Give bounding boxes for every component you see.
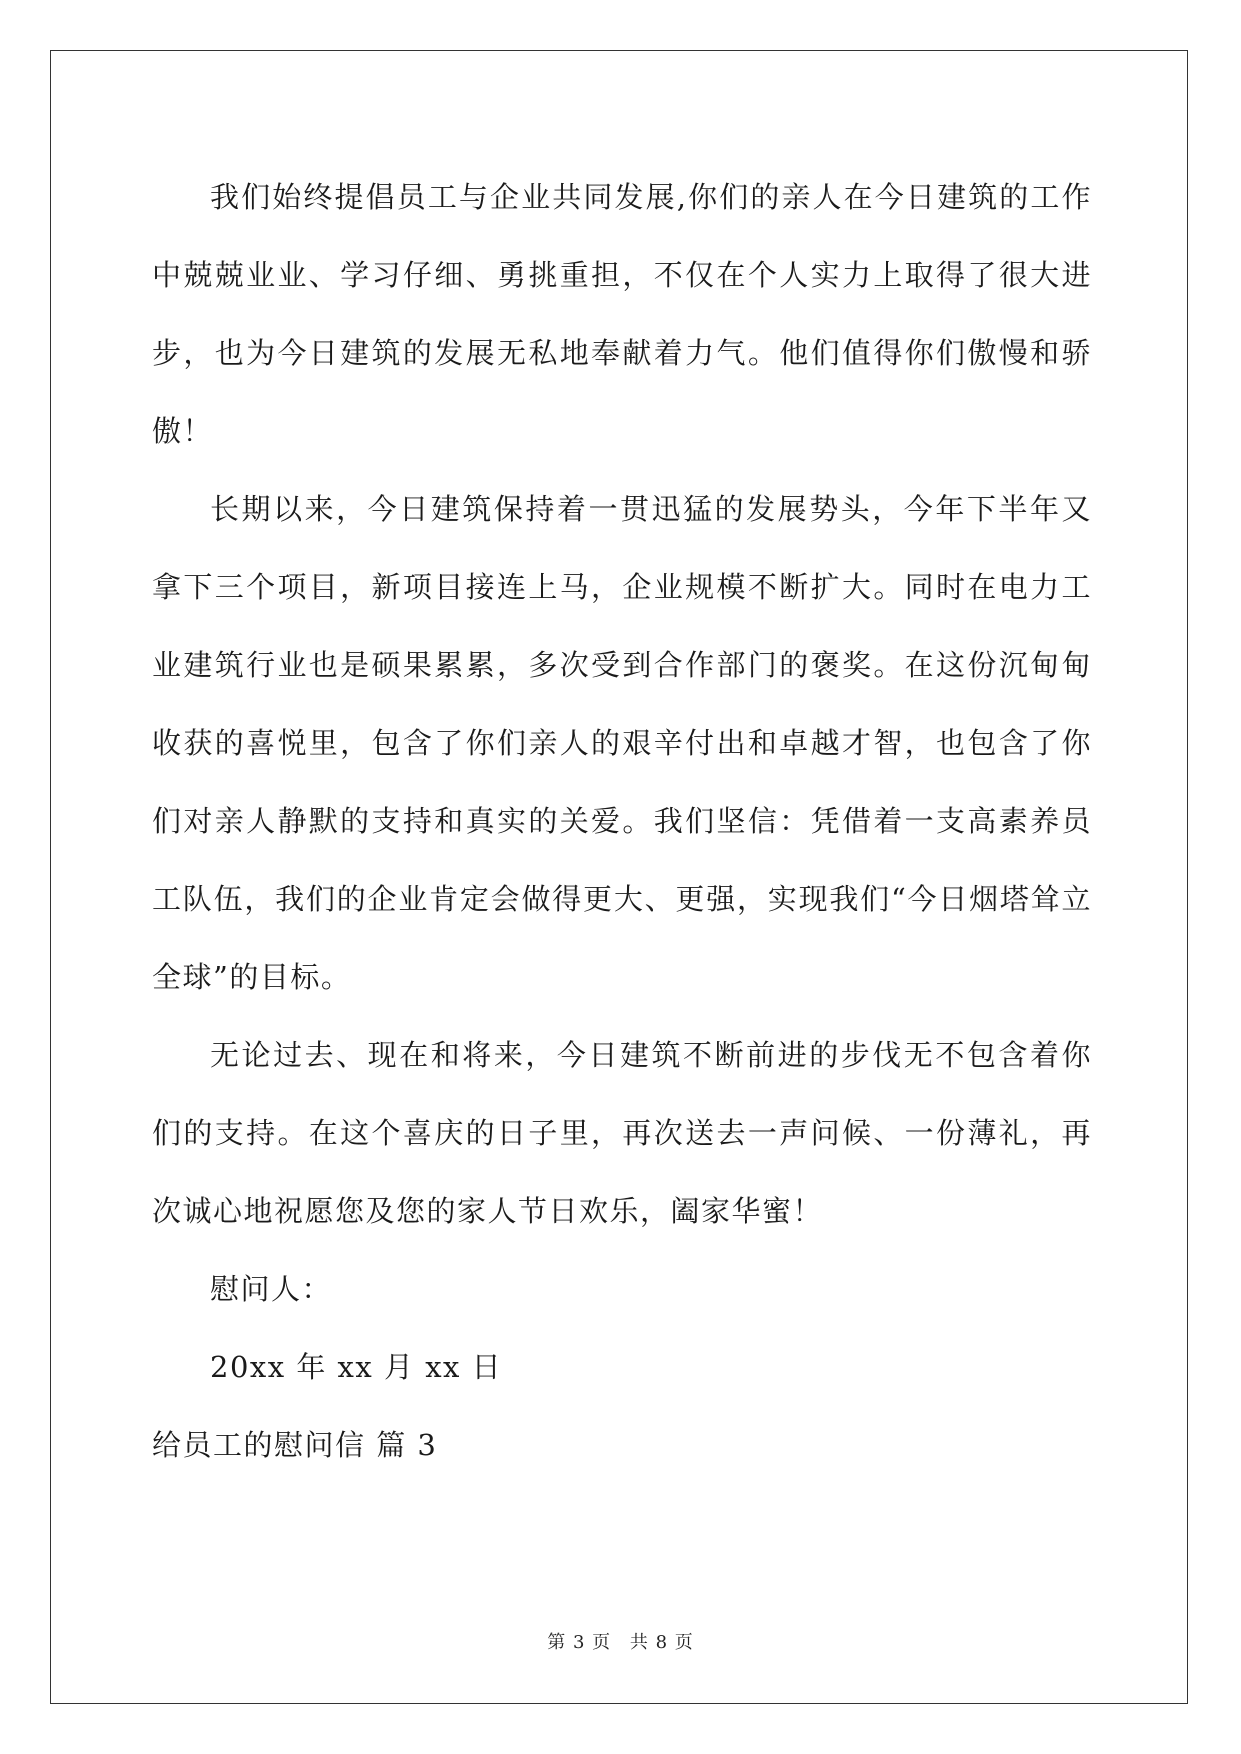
page-number: 第 3 页 [547, 1632, 612, 1653]
body-paragraph-2: 长期以来，今日建筑保持着一贯迅猛的发展势头，今年下半年又拿下三个项目，新项目接连上马，企业规模不断扩大。同时在电力工业建筑行业也是硕果累累，多次受到合作部门的褒奖。在这份沉甸甸收获的喜悦里，包含了你们亲人的艰辛付出和卓越才智，也包含了你们对亲人静默的支持和真实的关爱。我们坚信：凭借着一支高素养员工队伍，我们的企业肯定会做得更大、更强，实现我们“今日烟塔耸立全球”的目标。 [152, 492, 1092, 994]
signature-line: 慰问人： [210, 1272, 333, 1306]
page-footer [0, 1628, 1241, 1654]
section-heading: 给员工的慰问信 篇 3 [152, 1428, 438, 1462]
body-paragraph-1: 我们始终提倡员工与企业共同发展,你们的亲人在今日建筑的工作中兢兢业业、学习仔细、勇挑重担，不仅在个人实力上取得了很大进步，也为今日建筑的发展无私地奉献着力气。他们值得你们傲慢和骄傲！ [152, 180, 1092, 448]
page-total: 共 8 页 [629, 1632, 694, 1653]
document-body [152, 158, 1092, 1484]
date-line: 20xx 年 xx 月 xx 日 [210, 1350, 503, 1384]
body-paragraph-3: 无论过去、现在和将来，今日建筑不断前进的步伐无不包含着你们的支持。在这个喜庆的日子里，再次送去一声问候、一份薄礼，再次诚心地祝愿您及您的家人节日欢乐，阖家华蜜！ [152, 1038, 1092, 1228]
